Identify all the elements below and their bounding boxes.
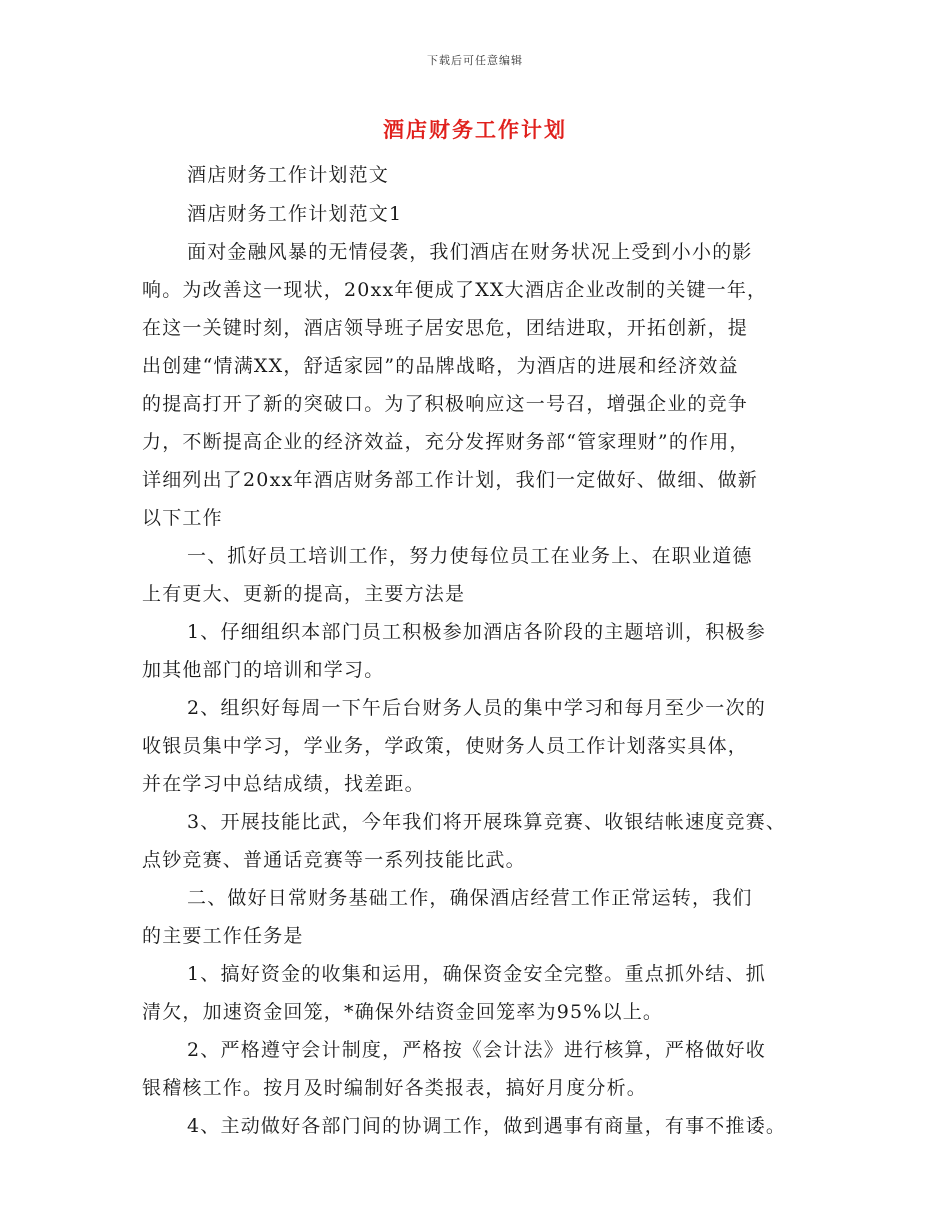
list-item-line: 3、开展技能比武，今年我们将开展珠算竞赛、收银结帐速度竞赛、 (187, 811, 787, 833)
list-item-line: 2、严格遵守会计制度，严格按《会计法》进行核算，严格做好收 (187, 1039, 766, 1061)
paragraph-line: 一、抓好员工培训工作，努力使每位员工在业务上、在职业道德 (187, 545, 753, 567)
list-item-line: 2、组织好每周一下午后台财务人员的集中学习和每月至少一次的 (187, 697, 766, 719)
page-header: 下载后可任意编辑 (427, 54, 523, 67)
paragraph-line: 二、做好日常财务基础工作，确保酒店经营工作正常运转，我们 (187, 887, 753, 909)
paragraph-line: 在这一关键时刻，酒店领导班子居安思危，团结进取，开拓创新，提 (142, 317, 749, 339)
list-item-line: 并在学习中总结成绩，找差距。 (142, 773, 425, 795)
list-item-line: 加其他部门的培训和学习。 (142, 659, 385, 681)
list-item-line: 1、仔细组织本部门员工积极参加酒店各阶段的主题培训，积极参 (187, 621, 766, 643)
paragraph-line: 的主要工作任务是 (142, 925, 304, 947)
subtitle-line: 酒店财务工作计划范文 (187, 164, 390, 186)
paragraph-line: 出创建“情满XX，舒适家园”的品牌战略，为酒店的进展和经济效益 (142, 355, 739, 377)
list-item-line: 银稽核工作。按月及时编制好各类报表，搞好月度分析。 (142, 1077, 648, 1099)
list-item-line: 1、搞好资金的收集和运用，确保资金安全完整。重点抓外结、抓 (187, 963, 766, 985)
paragraph-line: 力，不断提高企业的经济效益，充分发挥财务部“管家理财”的作用， (142, 431, 750, 453)
document-title: 酒店财务工作计划 (383, 117, 567, 142)
list-item-line: 点钞竞赛、普通话竞赛等一系列技能比武。 (142, 849, 526, 871)
paragraph-line: 上有更大、更新的提高，主要方法是 (142, 583, 466, 605)
list-item-line: 4、主动做好各部门间的协调工作，做到遇事有商量，有事不推诿。 (187, 1115, 787, 1137)
paragraph-line: 面对金融风暴的无情侵袭，我们酒店在财务状况上受到小小的影 (187, 241, 753, 263)
paragraph-line: 以下工作 (142, 507, 223, 529)
paragraph-line: 响。为改善这一现状，20xx年便成了XX大酒店企业改制的关键一年， (142, 279, 768, 301)
paragraph-line: 详细列出了20xx年酒店财务部工作计划，我们一定做好、做细、做新 (142, 469, 759, 491)
paragraph-line: 的提高打开了新的突破口。为了积极响应这一号召，增强企业的竞争 (142, 393, 749, 415)
list-item-line: 清欠，加速资金回笼，*确保外结资金回笼率为95%以上。 (142, 1001, 664, 1023)
list-item-line: 收银员集中学习，学业务，学政策，使财务人员工作计划落实具体， (142, 735, 749, 757)
section-heading: 酒店财务工作计划范文1 (187, 203, 403, 225)
